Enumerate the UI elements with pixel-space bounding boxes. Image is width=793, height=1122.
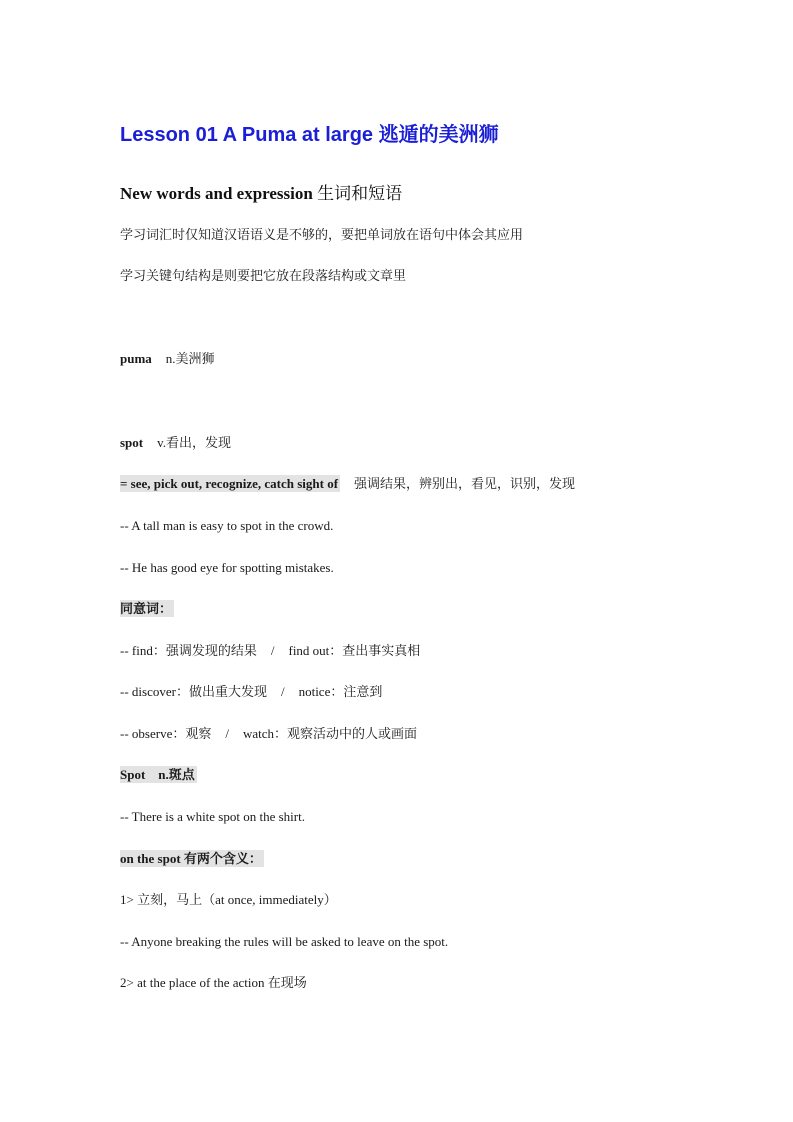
vocab-word: puma [120, 351, 152, 366]
example-sentence: -- There is a white spot on the shirt. [120, 809, 305, 824]
synonym-label: 同意词： [120, 601, 173, 616]
example-sentence: -- Anyone breaking the rules will be asked to leave on the spot. [120, 934, 449, 949]
section-heading [120, 183, 402, 205]
synonyms-line [120, 475, 575, 493]
vocab-definition: v.看出，发现 [157, 435, 232, 450]
synonym-pair [120, 725, 417, 743]
spot-noun-entry: Spot n.斑点 [120, 767, 195, 782]
synonym-separator: / [225, 726, 229, 741]
section-heading-cn: 生词和短语 [317, 184, 403, 203]
meaning-1: 1> 立刻，马上（at once, immediately） [120, 892, 337, 907]
synonym-pair [120, 642, 420, 660]
lesson-title: Lesson 01 A Puma at large 逃遁的美洲狮 [120, 124, 499, 146]
on-the-spot-label: on the spot 有两个含义： [120, 851, 262, 866]
synonym-a: -- observe：观察 [120, 726, 212, 741]
vocab-definition: n.美洲狮 [165, 351, 215, 366]
synonym-label-line [120, 600, 174, 618]
synonyms-highlight: = see, pick out, recognize, catch sight of [120, 476, 339, 491]
synonym-separator: / [280, 684, 285, 699]
synonym-b: watch：观察活动中的人或画面 [242, 726, 418, 741]
synonym-separator: / [270, 643, 275, 658]
example-sentence: -- He has good eye for spotting mistakes. [120, 560, 334, 575]
synonym-b: notice：注意到 [298, 684, 383, 699]
vocab-entry-spot [120, 434, 231, 452]
synonyms-meaning: 强调结果，辨别出，看见，识别，发现 [354, 476, 576, 491]
section-heading-en: New words and expression [120, 184, 313, 203]
synonym-a: -- discover：做出重大发现 [120, 684, 267, 699]
spot-noun-line [120, 766, 197, 784]
study-note-2: 学习关键句结构是则要把它放在段落结构或文章里 [120, 268, 407, 283]
vocab-word: spot [120, 435, 144, 450]
synonym-a: -- find：强调发现的结果 [120, 643, 257, 658]
study-note-1: 学习词汇时仅知道汉语语义是不够的，要把单词放在语句中体会其应用 [120, 227, 524, 242]
example-sentence: -- A tall man is easy to spot in the crowd. [120, 518, 334, 533]
meaning-2: 2> at the place of the action 在现场 [120, 975, 307, 990]
synonym-b: find out：查出事实真相 [288, 643, 421, 658]
vocab-entry-puma [120, 350, 215, 368]
synonym-pair [120, 683, 382, 701]
on-the-spot-line [120, 850, 264, 868]
